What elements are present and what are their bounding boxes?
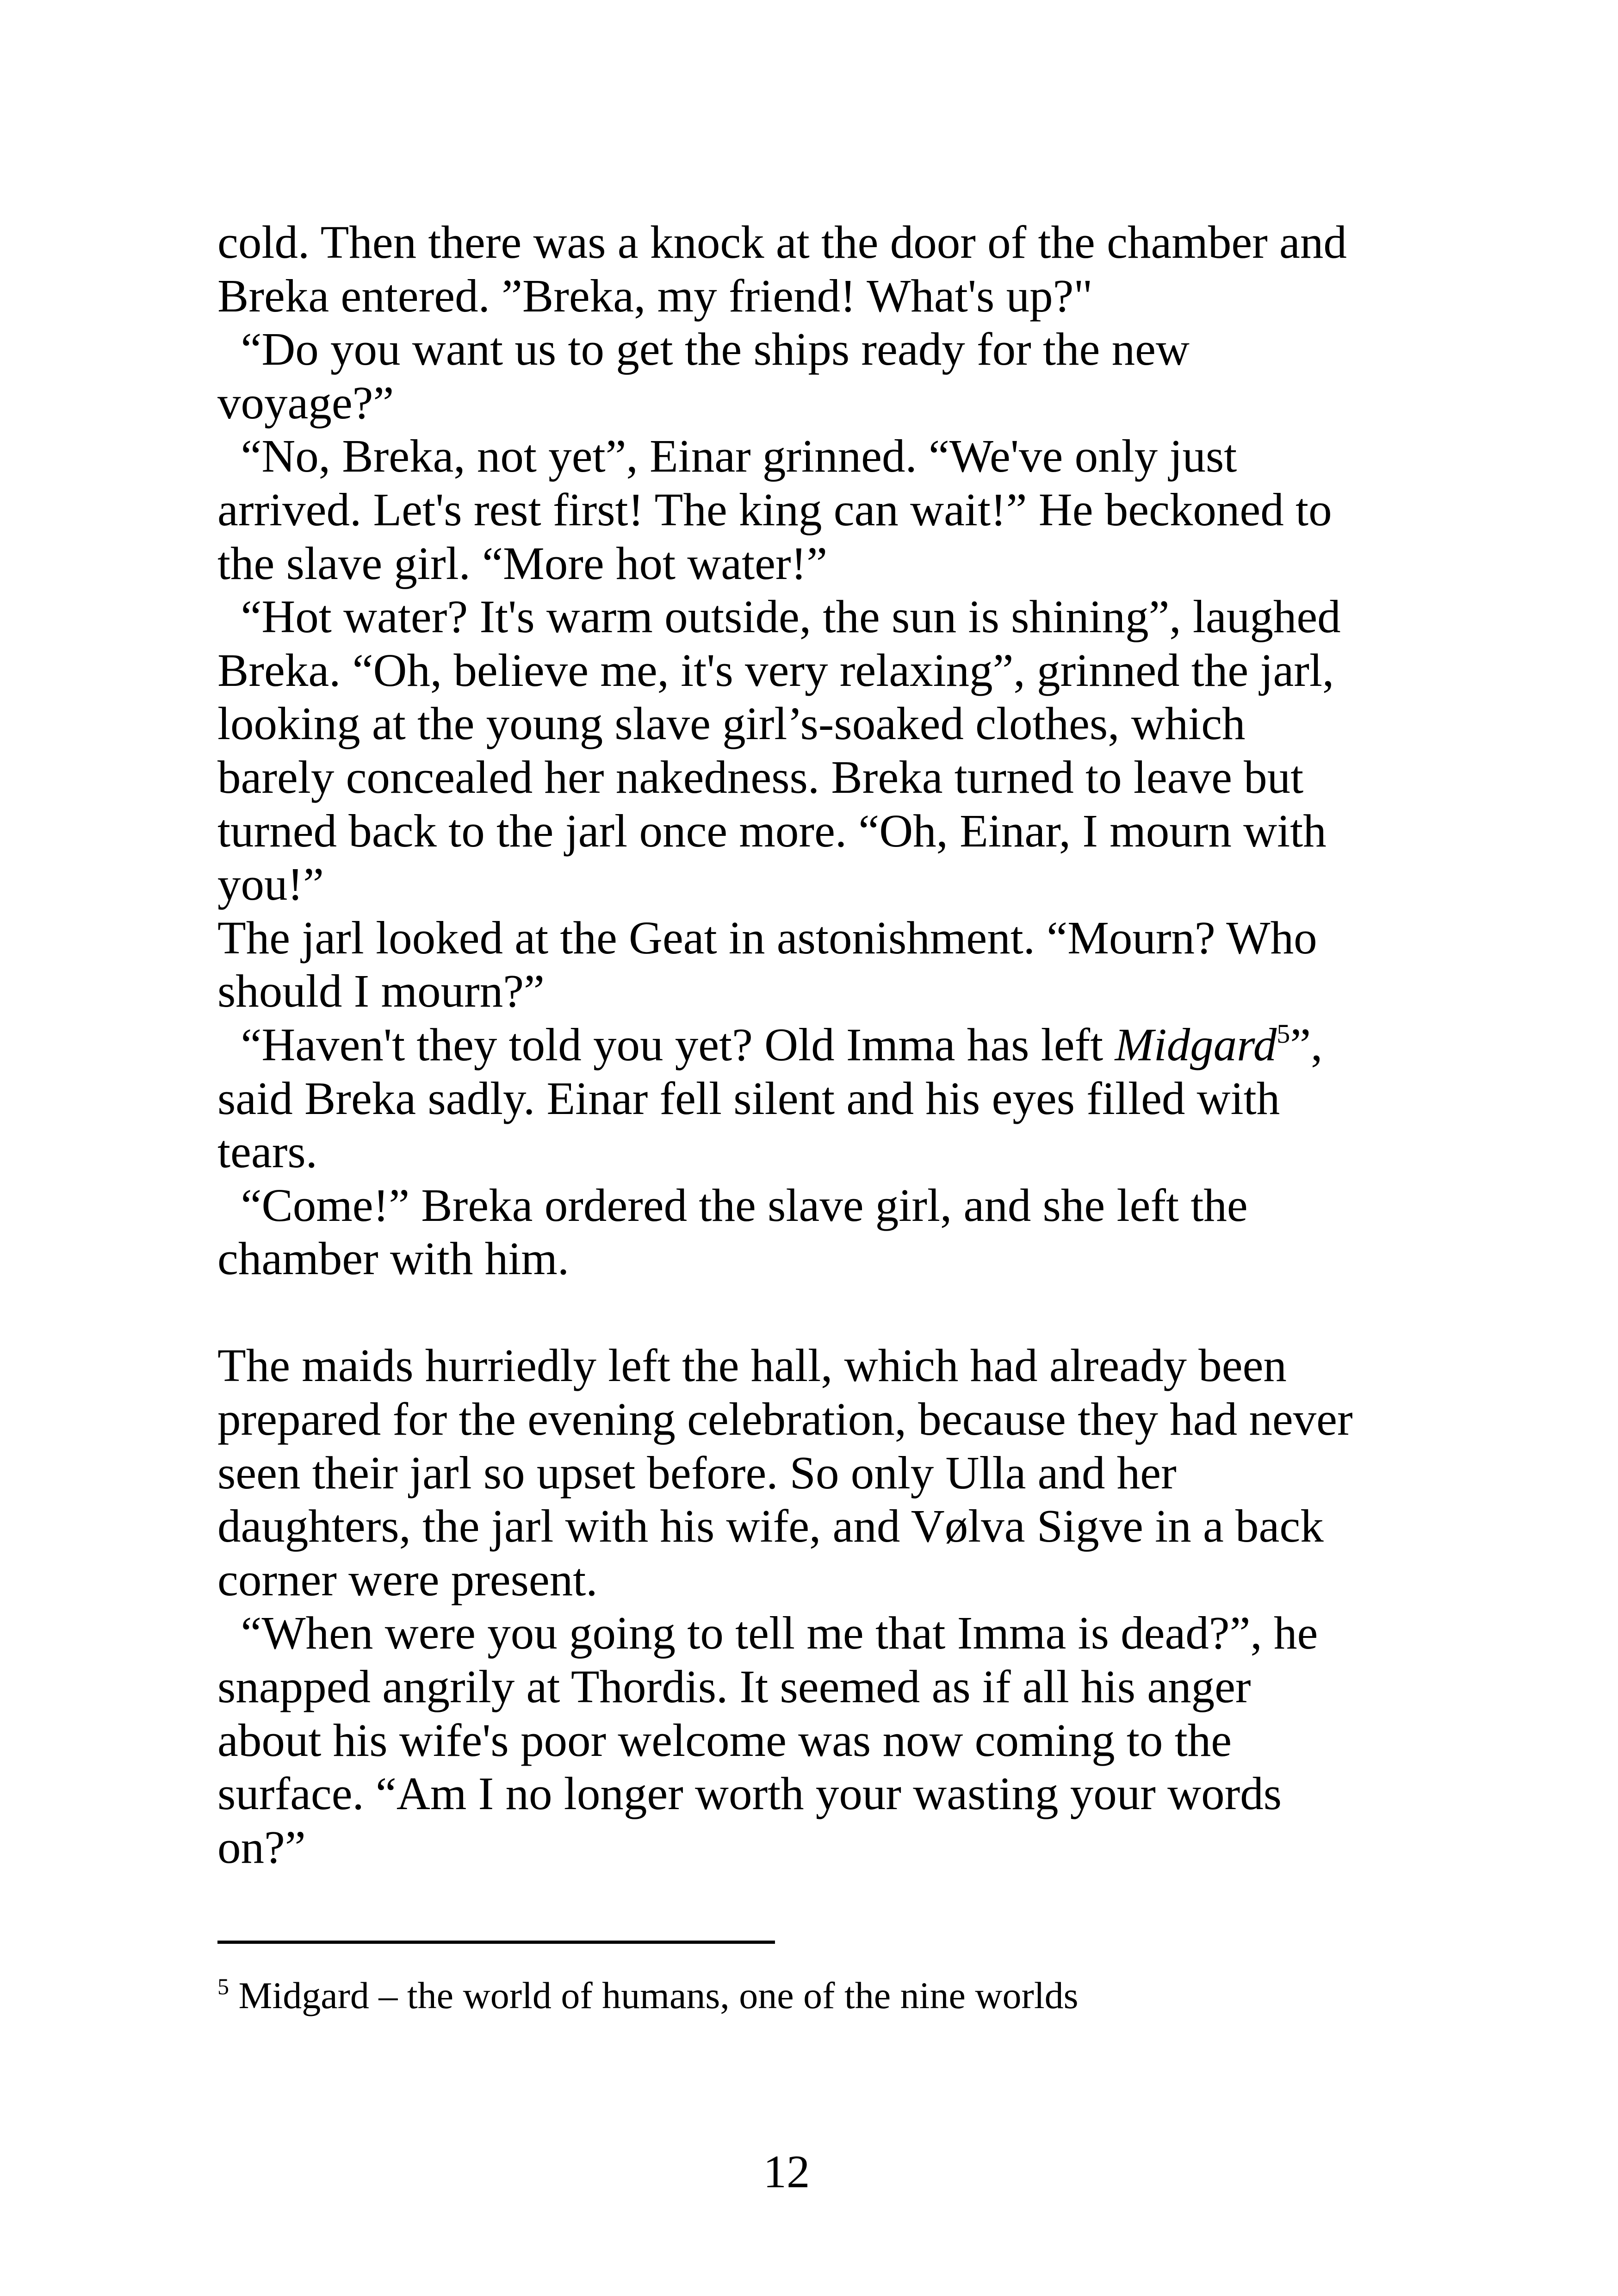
text-line: on?” xyxy=(217,1821,306,1873)
text-line: about his wife's poor welcome was now coming to the xyxy=(217,1714,1232,1766)
section-break xyxy=(217,1286,1365,1339)
text-line: said Breka sadly. Einar fell silent and his eyes filled with xyxy=(217,1072,1280,1124)
text-line: looking at the young slave girl’s-soaked clothes, which xyxy=(217,697,1246,750)
text-line: prepared for the evening celebration, because they had never xyxy=(217,1393,1353,1445)
text-line: daughters, the jarl with his wife, and Vølva Sigve in a back xyxy=(217,1500,1324,1552)
text-line: arrived. Let's rest first! The king can wait!” He beckoned to xyxy=(217,483,1332,535)
text-line: should I mourn?” xyxy=(217,965,545,1017)
text-line: surface. “Am I no longer worth your wasting your words xyxy=(217,1767,1282,1820)
text-line: “Hot water? It's warm outside, the sun is shining”, laughed xyxy=(217,591,1341,643)
text-line: voyage?” xyxy=(217,376,394,429)
text-line-midgard xyxy=(217,1018,1365,1072)
midgard-line-start: “Haven't they told you yet? Old Imma has left xyxy=(217,1018,1115,1070)
text-line: cold. Then there was a knock at the door of the chamber and xyxy=(217,216,1347,268)
text-line: “Come!” Breka ordered the slave girl, and she left the xyxy=(217,1179,1248,1231)
text-line: barely concealed her nakedness. Breka turned to leave but xyxy=(217,751,1304,803)
text-line: The jarl looked at the Geat in astonishment. “Mourn? Who xyxy=(217,911,1317,964)
text-line: snapped angrily at Thordis. It seemed as if all his anger xyxy=(217,1661,1251,1713)
text-line: seen their jarl so upset before. So only Ulla and her xyxy=(217,1446,1177,1499)
text-line: tears. xyxy=(217,1126,317,1178)
midgard-line-end: ”, xyxy=(1290,1018,1323,1070)
footnote-text: Midgard – the world of humans, one of the nine worlds xyxy=(229,1974,1079,2016)
footnote-reference[interactable]: 5 xyxy=(1277,1018,1290,1049)
midgard-italic: Midgard xyxy=(1115,1018,1277,1070)
text-line: “Do you want us to get the ships ready for the new xyxy=(217,323,1190,375)
body-text xyxy=(217,216,1365,1874)
footnote-number: 5 xyxy=(217,1973,229,1999)
text-line: The maids hurriedly left the hall, which had already been xyxy=(217,1339,1287,1392)
text-line: the slave girl. “More hot water!” xyxy=(217,537,828,589)
footnote xyxy=(217,1972,1374,2019)
text-line: Breka. “Oh, believe me, it's very relaxing”, grinned the jarl, xyxy=(217,644,1334,696)
text-line: “When were you going to tell me that Imma is dead?”, he xyxy=(217,1607,1318,1659)
text-line: you!” xyxy=(217,858,324,910)
page-number: 12 xyxy=(763,2146,810,2197)
text-line: turned back to the jarl once more. “Oh, Einar, I mourn with xyxy=(217,804,1327,857)
text-line: corner were present. xyxy=(217,1553,598,1605)
footnote-separator xyxy=(217,1941,775,1944)
text-line: “No, Breka, not yet”, Einar grinned. “We've only just xyxy=(217,430,1237,482)
text-line: chamber with him. xyxy=(217,1232,570,1285)
text-line: Breka entered. ”Breka, my friend! What's up?" xyxy=(217,269,1093,322)
